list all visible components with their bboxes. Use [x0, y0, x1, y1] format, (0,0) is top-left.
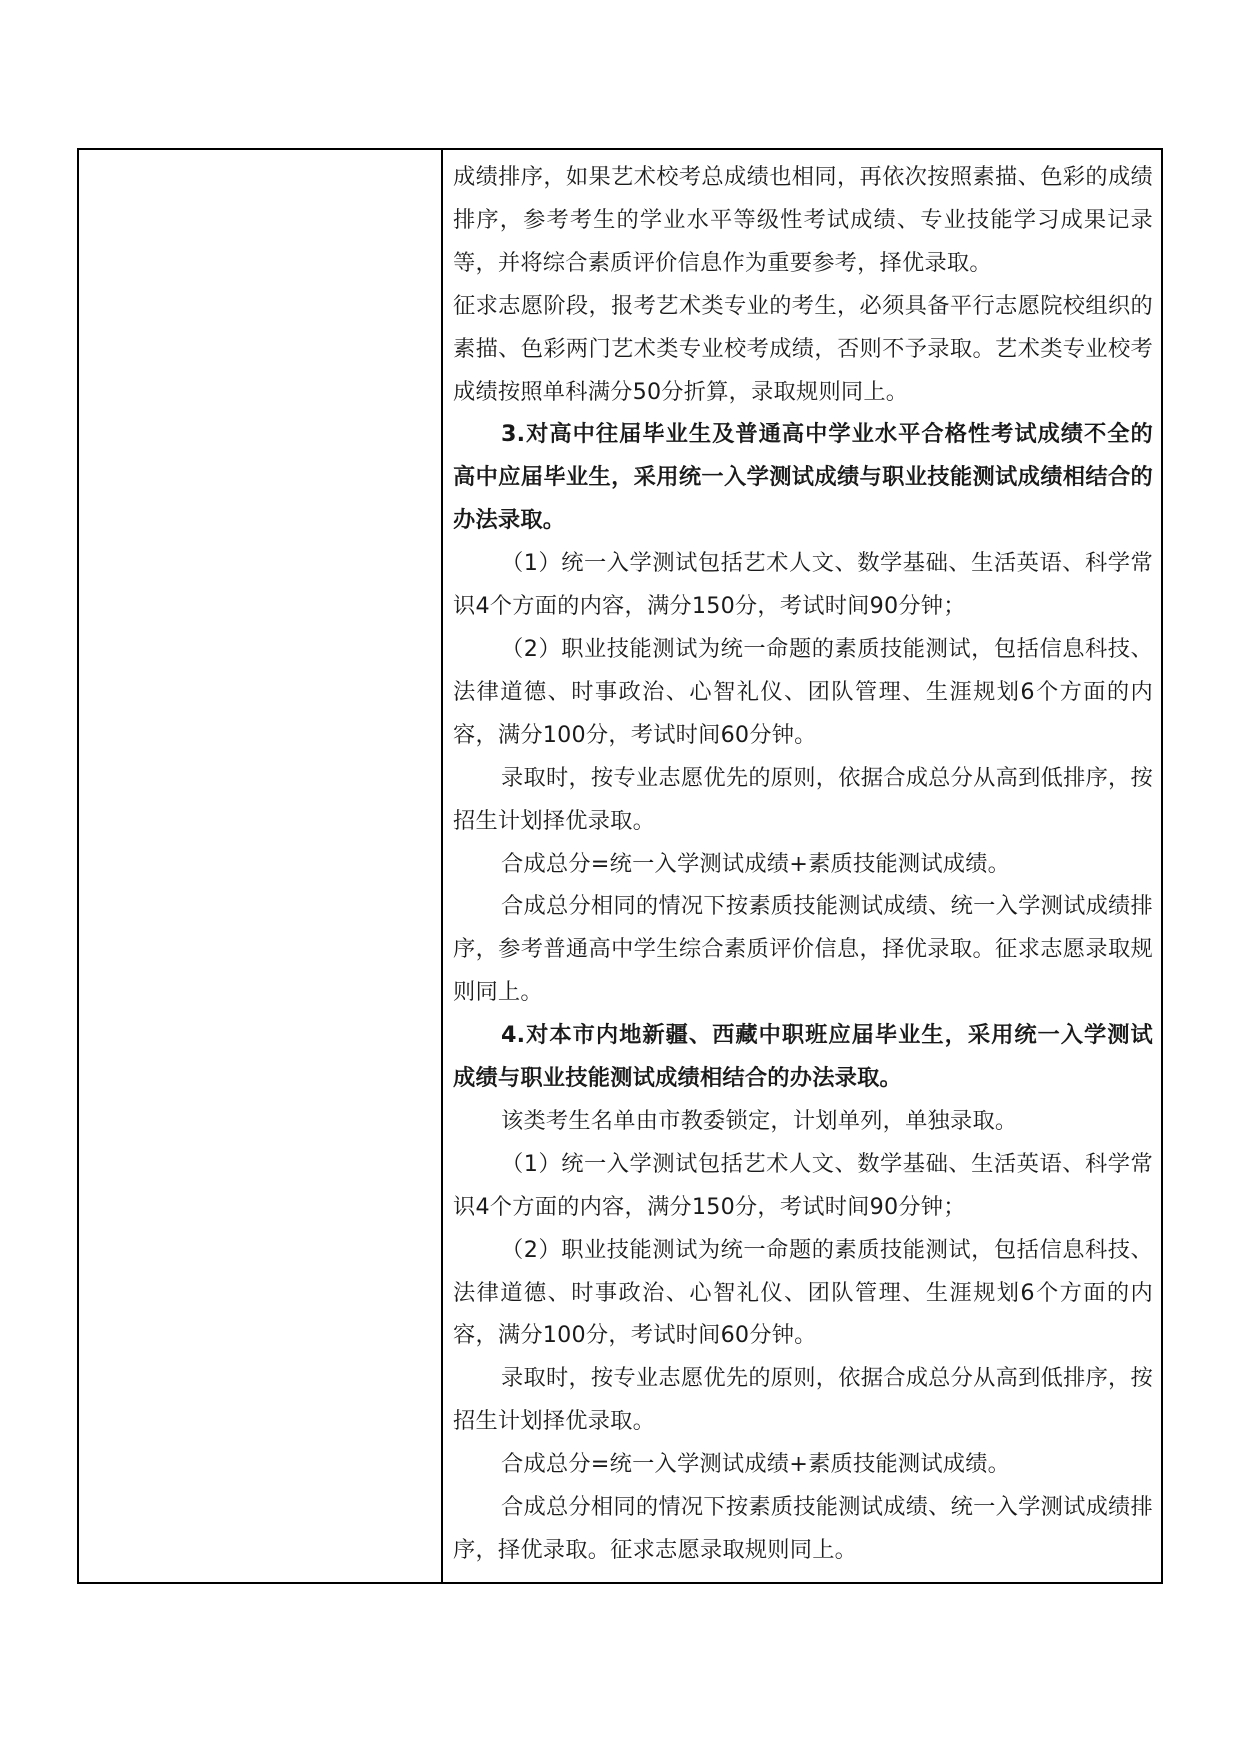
paragraph-supplementary-stage: 征求志愿阶段，报考艺术类专业的考生，必须具备平行志愿院校组织的素描、色彩两门艺术类专业校考成绩，否则不予录取。艺术类专业校考成绩按照单科满分50分折算，录取规则同上。 — [453, 292, 1153, 405]
paragraph-tie-rule-2: 合成总分相同的情况下按素质技能测试成绩、统一入学测试成绩排序，择优录取。征求志愿录取规则同上。 — [453, 1494, 1153, 1563]
section-heading-4: 4.对本市内地新疆、西藏中职班应届毕业生，采用统一入学测试成绩与职业技能测试成绩相结合的办法录取。 — [453, 1022, 1153, 1092]
paragraph-skill-test-2: （2）职业技能测试为统一命题的素质技能测试，包括信息科技、法律道德、时事政治、心智礼仪、团队管理、生涯规划6个方面的内容，满分100分，考试时间60分钟。 — [453, 1236, 1153, 1349]
paragraph-admission-rule: 录取时，按专业志愿优先的原则，依据合成总分从高到低排序，按招生计划择优录取。 — [453, 764, 1153, 834]
right-cell-content — [442, 149, 1162, 1583]
paragraph-admission-rule-2: 录取时，按专业志愿优先的原则，依据合成总分从高到低排序，按招生计划择优录取。 — [453, 1365, 1153, 1435]
paragraph-tie-rule: 合成总分相同的情况下按素质技能测试成绩、统一入学测试成绩排序，参考普通高中学生综合素质评价信息，择优录取。征求志愿录取规则同上。 — [453, 893, 1153, 1006]
paragraph-total-formula-2: 合成总分=统一入学测试成绩+素质技能测试成绩。 — [501, 1451, 1011, 1478]
paragraph-continuation: 成绩排序，如果艺术校考总成绩也相同，再依次按照素描、色彩的成绩排序，参考考生的学业水平等级性考试成绩、专业技能学习成果记录等，并将综合素质评价信息作为重要参考，择优录取。 — [453, 164, 1153, 276]
paragraph-skill-test: （2）职业技能测试为统一命题的素质技能测试，包括信息科技、法律道德、时事政治、心智礼仪、团队管理、生涯规划6个方面的内容，满分100分，考试时间60分钟。 — [453, 635, 1153, 748]
document-table — [77, 148, 1163, 1584]
paragraph-total-formula: 合成总分=统一入学测试成绩+素质技能测试成绩。 — [501, 850, 1011, 877]
paragraph-separate-plan: 该类考生名单由市教委锁定，计划单列，单独录取。 — [501, 1107, 1018, 1134]
table-row — [78, 149, 1162, 1583]
content-body — [443, 150, 1161, 1572]
paragraph-unified-test-2: （1）统一入学测试包括艺术人文、数学基础、生活英语、科学常识4个方面的内容，满分150分，考试时间90分钟； — [453, 1150, 1153, 1220]
section-heading-3: 3.对高中往届毕业生及普通高中学业水平合格性考试成绩不全的高中应届毕业生，采用统一入学测试成绩与职业技能测试成绩相结合的办法录取。 — [453, 421, 1153, 534]
paragraph-unified-test: （1）统一入学测试包括艺术人文、数学基础、生活英语、科学常识4个方面的内容，满分150分，考试时间90分钟； — [453, 550, 1153, 620]
left-cell-empty — [78, 149, 442, 1583]
